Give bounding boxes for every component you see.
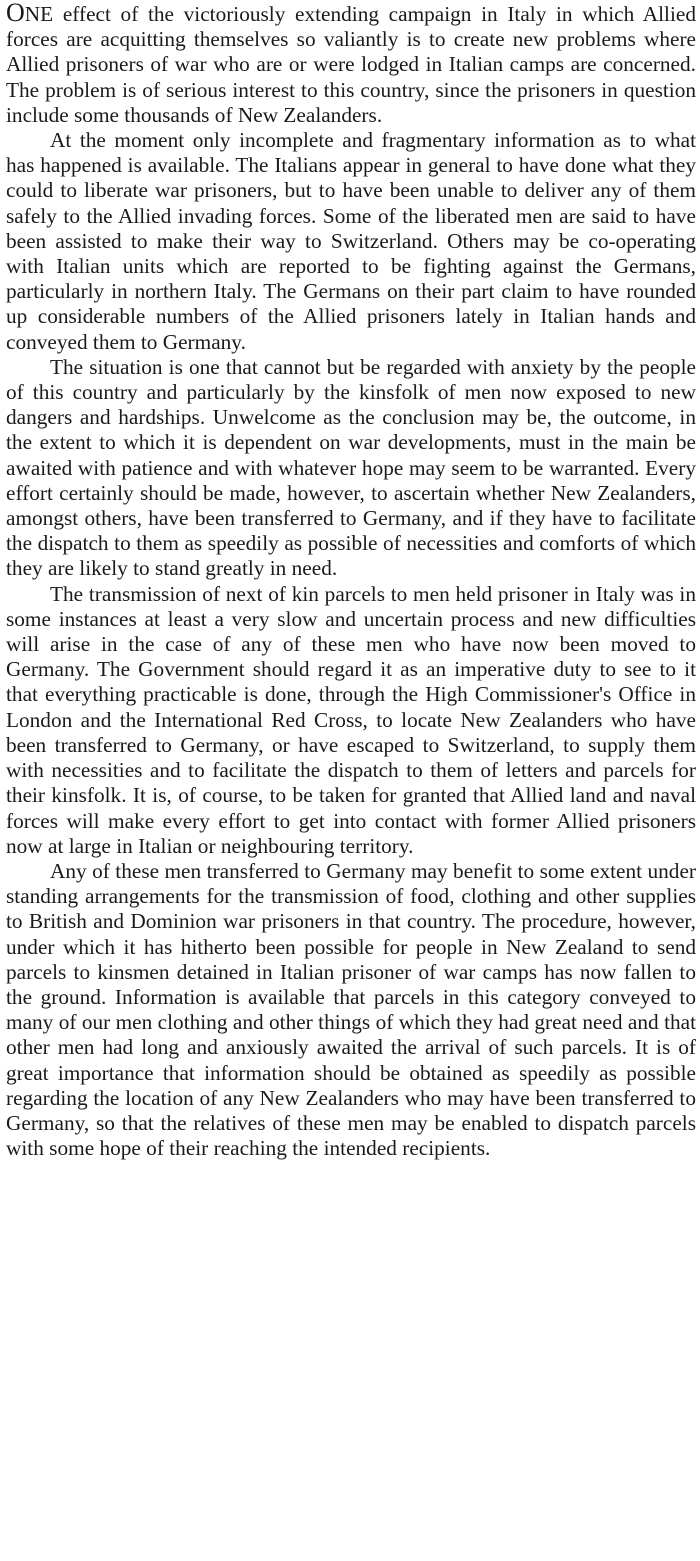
paragraph-4: The transmission of next of kin parcels to men held prisoner in Italy was in some instances at least a very slow and uncertain process and new difficulties will arise in the case of any of these men who have now been moved to Germany. The Government should regard it as an imperative duty to see to it that everything practicable is done, through the High Commissioner's Office in London and the International Red Cross, to locate New Zealanders who have been transferred to Germany, or have escaped to Switzerland, to supply them with necessities and to facilitate the dispatch to them of letters and parcels for their kinsfolk. It is, of course, to be taken for granted that Allied land and naval forces will make every effort to get into contact with former Allied prisoners now at large in Italian or neighbouring territory. — [6, 581, 696, 858]
paragraph-2: At the moment only incomplete and fragmentary information as to what has happened is available. The Italians appear in general to have done what they could to liberate war prisoners, but to have been unable to deliver any of them safely to the Allied invading forces. Some of the liberated men are said to have been assisted to make their way to Switzerland. Others may be co-operating with Italian units which are reported to be fighting against the Germans, particularly in northern Italy. The Germans on their part claim to have rounded up considerable numbers of the Allied prisoners lately in Italian hands and conveyed them to Germany. — [6, 128, 696, 354]
paragraph-1 — [6, 2, 696, 128]
drop-cap: O — [6, 0, 25, 27]
paragraph-5: Any of these men transferred to Germany may benefit to some extent under standing arrangements for the transmission of food, clothing and other supplies to British and Dominion war prisoners in that country. The procedure, however, under which it has hitherto been possible for people in New Zealand to send parcels to kinsmen detained in Italian prisoner of war camps has now fallen to the ground. Information is available that parcels in this category conveyed to many of our men clothing and other things of which they had great need and that other men had long and anxiously awaited the arrival of such parcels. It is of great importance that information should be obtained as speedily as possible regarding the location of any New Zealanders who may have been transferred to Germany, so that the relatives of these men may be enabled to dispatch parcels with some hope of their reaching the intended recipients. — [6, 858, 696, 1161]
paragraph-3: The situation is one that cannot but be regarded with anxiety by the people of this country and particularly by the kinsfolk of men now exposed to new dangers and hardships. Unwelcome as the conclusion may be, the outcome, in the extent to which it is dependent on war developments, must in the main be awaited with patience and with whatever hope may seem to be warranted. Every effort certainly should be made, however, to ascertain whether New Zealanders, amongst others, have been transferred to Germany, and if they have to facilitate the dispatch to them as speedily as possible of necessities and comforts of which they are likely to stand greatly in need. — [6, 354, 696, 581]
paragraph-1-text: NE effect of the victoriously extending campaign in Italy in which Allied forces are acquitting themselves so valiantly is to create new problems where Allied prisoners of war who are or were lodged in Italian camps are concerned. The problem is of serious interest to this country, since the prisoners in question include some thousands of New Zealanders. — [6, 2, 696, 127]
